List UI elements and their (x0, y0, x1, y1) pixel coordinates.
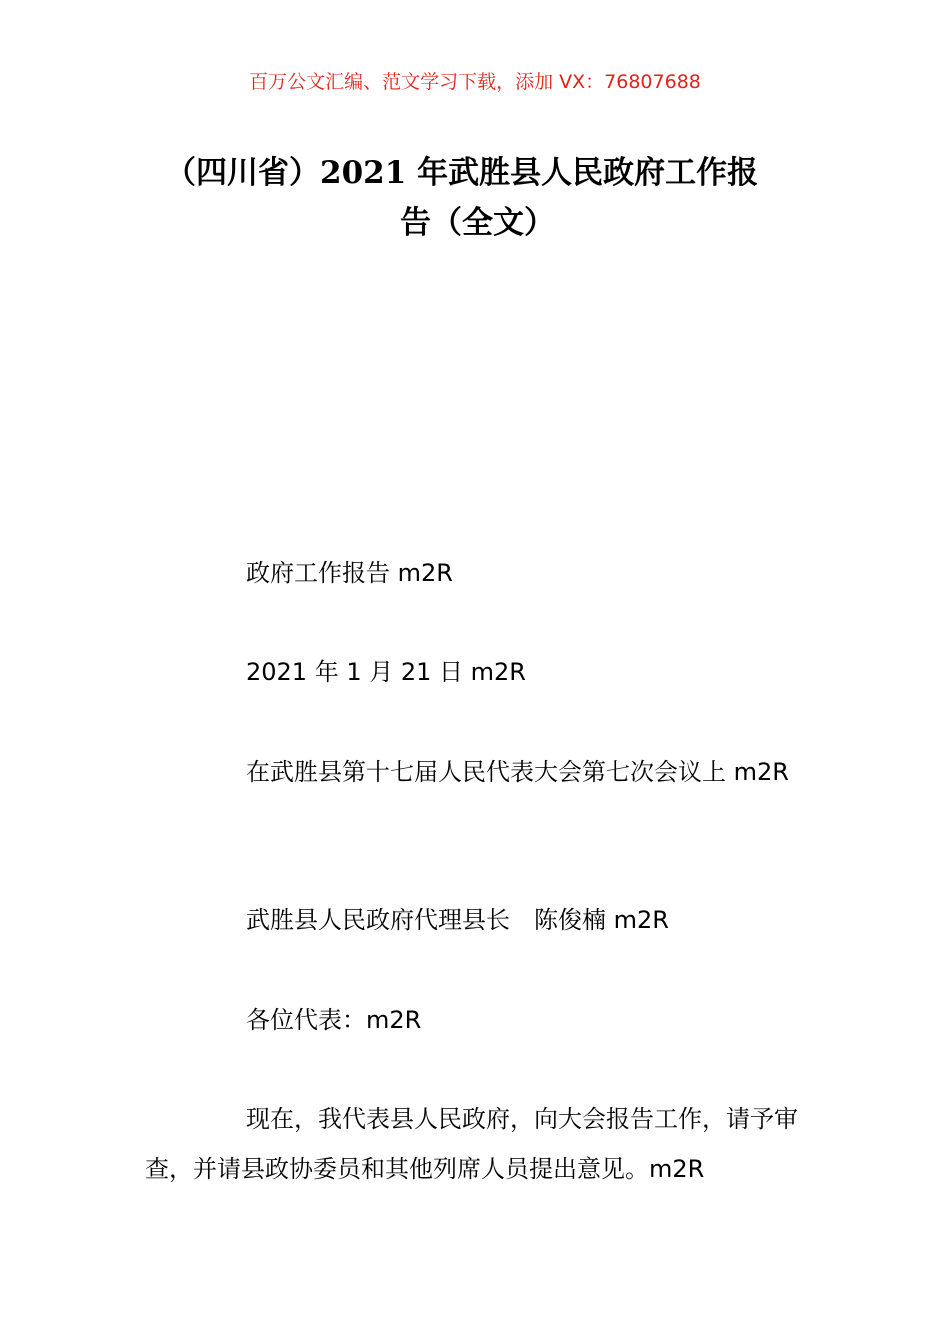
header-watermark-note: 百万公文汇编、范文学习下载，添加 VX：76807688 (249, 71, 701, 93)
paragraph-intro: 现在，我代表县人民政府，向大会报告工作，请予审查，并请县政协委员和其他列席人员提出意见。m2R (145, 1105, 798, 1183)
paragraph-date: 2021 年 1 月 21 日 m2R (246, 658, 526, 686)
document-title (145, 148, 810, 248)
paragraph-report-name: 政府工作报告 m2R (246, 559, 453, 587)
title-line-1: （四川省）2021 年武胜县人民政府工作报 (165, 155, 759, 191)
paragraph-speaker: 武胜县人民政府代理县长 陈俊楠 m2R (246, 906, 669, 934)
paragraph-greeting: 各位代表：m2R (246, 1006, 422, 1034)
title-line-2: 告（全文） (400, 205, 555, 241)
paragraph-meeting: 在武胜县第十七届人民代表大会第七次会议上 m2R (246, 758, 789, 786)
